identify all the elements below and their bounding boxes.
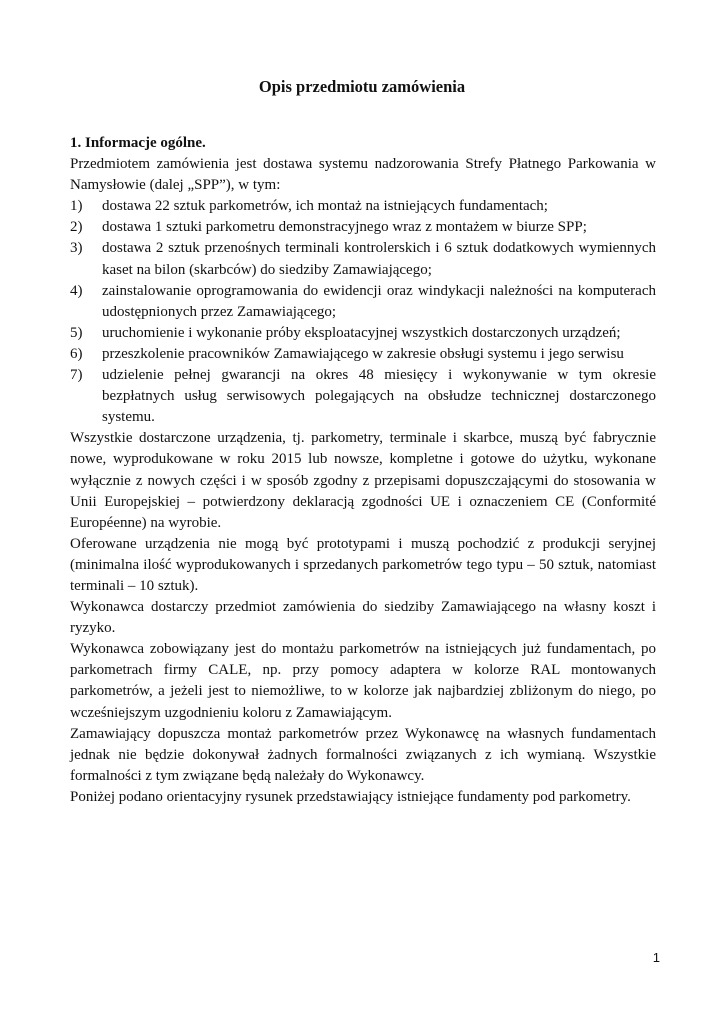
list-item-text: dostawa 22 sztuk parkometrów, ich montaż na istniejących fundamentach; (102, 198, 548, 215)
list-item-text: dostawa 2 sztuk przenośnych terminali kontrolerskich i 6 sztuk dodatkowych wymiennych kaset na bilon (skarbców) do siedziby Zamawiającego; (102, 240, 656, 278)
list-item (70, 281, 656, 323)
page-number: 1 (652, 950, 660, 965)
list-item (70, 217, 656, 238)
section-heading: 1. Informacje ogólne. (70, 135, 206, 151)
list-item (70, 196, 656, 217)
list-item-text: uruchomienie i wykonanie próby eksploatacyjnej wszystkich dostarczonych urządzeń; (102, 324, 621, 341)
list-item (70, 238, 656, 280)
document-body (70, 133, 656, 808)
list-item-number: 7) (70, 367, 83, 384)
intro-paragraph: Przedmiotem zamówienia jest dostawa systemu nadzorowania Strefy Płatnego Parkowania w Namysłowie (dalej „SPP”), w tym: (70, 156, 656, 194)
list-item-number: 4) (70, 282, 83, 299)
list-item-number: 2) (70, 219, 83, 236)
list-item-number: 1) (70, 198, 83, 215)
scope-list (70, 196, 656, 428)
paragraph-drawing-note: Poniżej podano orientacyjny rysunek przedstawiający istniejące fundamenty pod parkometry. (70, 788, 631, 805)
list-item-text: zainstalowanie oprogramowania do ewidencji oraz windykacji należności na komputerach udostępnionych przez Zamawiającego; (102, 282, 656, 320)
list-item-text: przeszkolenie pracowników Zamawiającego w zakresie obsługi systemu i jego serwisu (102, 345, 624, 362)
paragraph-serial-production: Oferowane urządzenia nie mogą być prototypami i muszą pochodzić z produkcji seryjnej (minimalna ilość wyprodukowanych i sprzedanych parkometrów tego typu – 50 sztuk, natomiast terminali – 10 sztuk). (70, 535, 656, 594)
paragraph-delivery: Wykonawca dostarczy przedmiot zamówienia do siedziby Zamawiającego na własny koszt i ryzyko. (70, 599, 656, 637)
list-item-text: udzielenie pełnej gwarancji na okres 48 miesięcy i wykonywanie w tym okresie bezpłatnych usług serwisowych polegających na obsłudze technicznej dostarczonego systemu. (102, 367, 656, 426)
list-item (70, 344, 656, 365)
list-item-text: dostawa 1 sztuki parkometru demonstracyjnego wraz z montażem w biurze SPP; (102, 219, 587, 236)
list-item-number: 3) (70, 240, 83, 257)
list-item-number: 5) (70, 324, 83, 341)
paragraph-devices-requirements: Wszystkie dostarczone urządzenia, tj. parkometry, terminale i skarbce, muszą być fabrycznie nowe, wyprodukowane w roku 2015 lub nowsze, kompletne i gotowe do użytku, wykonane wyłącznie z nowych części i w sposób zgodny z przepisami dopuszczającymi do stosowania w Unii Europejskiej – potwierdzony deklaracją zgodności UE i oznaczeniem CE (Conformité Européenne) na wyrobie. (70, 430, 656, 531)
document-title: Opis przedmiotu zamówienia (258, 77, 466, 96)
paragraph-installation: Wykonawca zobowiązany jest do montażu parkometrów na istniejących już fundamentach, po parkometrach firmy CALE, np. przy pomocy adaptera w kolorze RAL montowanych parkometrów, a jeżeli jest to niemożliwe, to w kolorze jak najbardziej zbliżonym do niego, po wcześniejszym uzgodnieniu koloru z Zamawiającym. (70, 641, 656, 721)
list-item (70, 323, 656, 344)
list-item-number: 6) (70, 345, 83, 362)
paragraph-own-foundations: Zamawiający dopuszcza montaż parkometrów przez Wykonawcę na własnych fundamentach jednak nie będzie dokonywał żadnych formalności związanych z ich wymianą. Wszystkie formalności z tym związane będą należały do Wykonawcy. (70, 725, 656, 784)
list-item (70, 365, 656, 428)
